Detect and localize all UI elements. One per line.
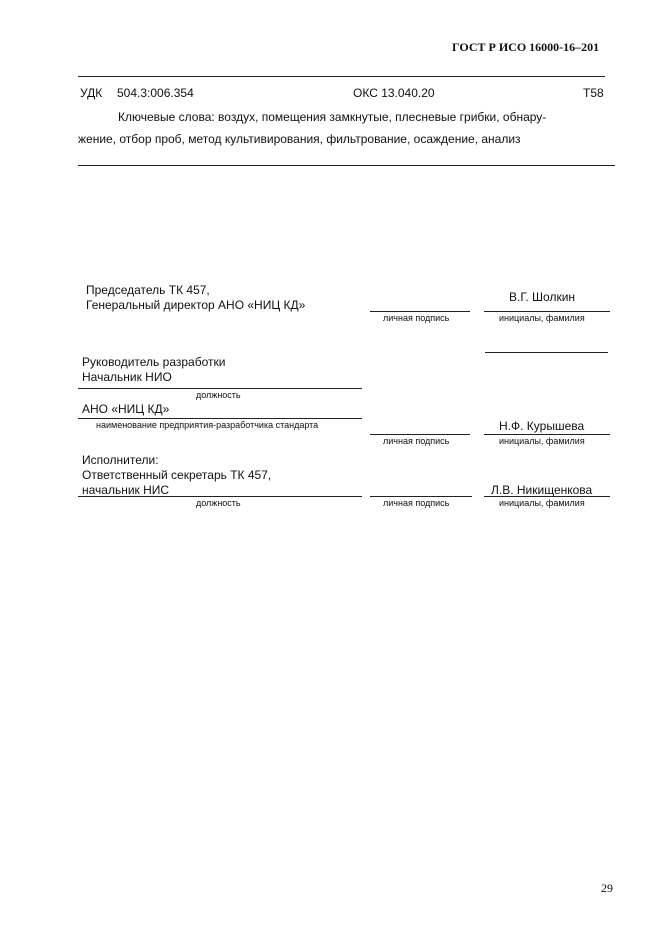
developer-title-1: Руководитель разработки <box>82 355 226 369</box>
developer-title-2: Начальник НИО <box>82 370 172 384</box>
executors-initials-caption: инициалы, фамилия <box>499 498 585 508</box>
chairman-signature-caption: личная подпись <box>383 313 450 323</box>
page-number: 29 <box>601 881 613 895</box>
developer-initials-caption: инициалы, фамилия <box>499 436 585 446</box>
udk-label: УДК <box>80 86 103 100</box>
oks-code: ОКС 13.040.20 <box>353 86 435 100</box>
classification-code: Т58 <box>583 86 604 100</box>
developer-signature-caption: личная подпись <box>383 436 450 446</box>
keywords-rule <box>78 165 615 166</box>
executors-signature-caption: личная подпись <box>383 498 450 508</box>
chairman-initials-caption: инициалы, фамилия <box>499 313 585 323</box>
executors-title-1: Ответственный секретарь ТК 457, <box>82 468 272 482</box>
executors-position-line <box>78 496 362 497</box>
developer-name-line <box>484 434 610 435</box>
chairman-name-line <box>484 311 610 312</box>
executors-title-2: начальник НИС <box>82 483 170 497</box>
executors-name-line <box>484 496 610 497</box>
keywords-line-1: Ключевые слова: воздух, помещения замкнутые, плесневые грибки, обнару- <box>118 110 547 124</box>
separator-line <box>485 352 608 353</box>
chairman-name: В.Г. Шолкин <box>509 290 576 304</box>
developer-name: Н.Ф. Курышева <box>499 419 585 433</box>
developer-organization: АНО «НИЦ КД» <box>82 402 170 416</box>
standard-number: ГОСТ Р ИСО 16000-16–201 <box>452 40 600 54</box>
executors-name: Л.В. Никищенкова <box>491 483 593 497</box>
developer-position-line <box>78 388 362 389</box>
executors-position-caption: должность <box>196 498 241 508</box>
header-rule <box>78 76 605 77</box>
developer-organization-line <box>78 418 362 419</box>
developer-organization-caption: наименование предприятия-разработчика стандарта <box>96 420 319 430</box>
executors-signature-line <box>370 496 472 497</box>
developer-signature-line <box>370 434 470 435</box>
developer-position-caption: должность <box>196 390 241 400</box>
executors-label: Исполнители: <box>82 453 159 467</box>
chairman-signature-line <box>370 311 470 312</box>
chairman-title-2: Генеральный директор АНО «НИЦ КД» <box>86 298 306 312</box>
chairman-title-1: Председатель ТК 457, <box>86 283 210 297</box>
keywords-line-2: жение, отбор проб, метод культивирования, фильтрование, осаждение, анализ <box>78 132 521 146</box>
udk-value: 504.3:006.354 <box>117 86 194 100</box>
